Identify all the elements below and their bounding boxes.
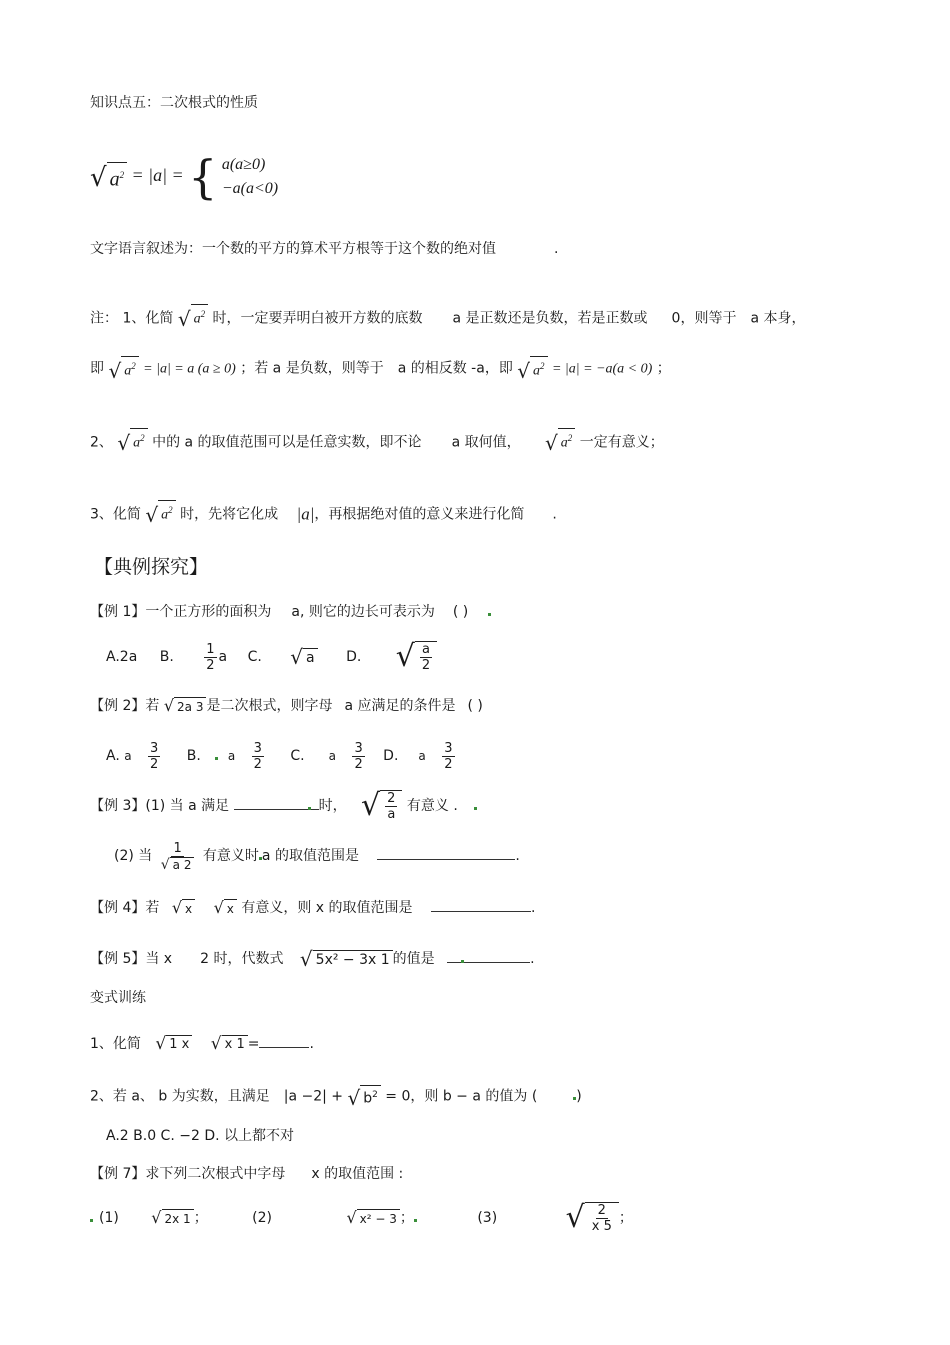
- example-1-options: A.2a B. $\frac{1}{2}$ a C. √ a D. √ $\frac{a}{2}$: [106, 640, 437, 674]
- example-7: 【例 7】求下列二次根式中字母 x 的取值范围 :: [90, 1166, 404, 1182]
- answer-blank[interactable]: [259, 1033, 309, 1048]
- brace-icon: {: [188, 150, 218, 204]
- example-2: 【例 2】若 √ 2a 3 是二次根式，则字母 a 应满足的条件是 ( ): [90, 696, 483, 715]
- answer-blank[interactable]: [377, 845, 515, 860]
- property-formula: √ $a^2$ = |a| = { a(a≥0) −a(a<0): [90, 150, 279, 204]
- marker-dot: [488, 613, 491, 616]
- variant-2: 2、若 a、 b 为实数，且满足 |a −2| + √ $b^2$ = 0，则 b − a 的值为 ( ): [90, 1085, 582, 1110]
- section-title: 【典例探究】: [94, 556, 209, 578]
- example-7-items: (1) √ 2x 1 ； (2) √ x² − 3 ； (3) √ $\frac{2}{x 5}$ ；: [90, 1200, 633, 1236]
- verbal-description: 文字语言叙述为：一个数的平方的算术平方根等于这个数的绝对值 .: [90, 241, 559, 257]
- answer-blank[interactable]: [234, 795, 308, 810]
- variant-training-title: 变式训练: [90, 990, 146, 1006]
- example-3-part-1: 【例 3】(1) 当 a 满足 时， √ $\frac{2}{a}$ 有意义 .: [90, 788, 477, 824]
- answer-blank[interactable]: [431, 897, 531, 912]
- sqrt-a-squared: √ $a^2$: [90, 162, 127, 192]
- note-1-line-2: 即 √ $a^2$ = |a| = a (a ≥ 0) ；若 a 是负数，则等于 a 的相反数 -a，即 √ $a^2$ = |a| = −a(a < 0) ；: [90, 356, 671, 381]
- example-3-part-2: (2) 当 1 √ a 2 有意义时 a 的取值范围是 .: [114, 840, 520, 873]
- note-1-line-1: 注： 1、化简 √ $a^2$ 时，一定要弄明白被开方数的底数 a 是正数还是负数，若是正数或 0，则等于 a 本身，: [90, 304, 806, 329]
- example-2-options: A. a $\frac{3}{2}$ B. a $\frac{3}{2}$ C. a $\frac{3}{2}$ D. a $\frac{3}{2}$: [106, 740, 453, 772]
- example-1: 【例 1】一个正方形的面积为 a, 则它的边长可表示为 ( ): [90, 602, 491, 622]
- example-5: 【例 5】当 x 2 时，代数式 √ 5x² − 3x 1 的值是 .: [90, 947, 535, 971]
- variant-2-options: A.2 B.0 C. −2 D. 以上都不对: [106, 1128, 294, 1144]
- section-heading: 知识点五：二次根式的性质: [90, 95, 258, 111]
- answer-blank[interactable]: [447, 948, 461, 963]
- note-3: 3、化简 √ $a^2$ 时，先将它化成 |a|，再根据绝对值的意义来进行化简 .: [90, 500, 557, 525]
- note-2: 2、 √ $a^2$ 中的 a 的取值范围可以是任意实数，即不论 a 取何值， √ $a^2$ 一定有意义；: [90, 428, 664, 453]
- example-4: 【例 4】若 √ x √ x 有意义，则 x 的取值范围是 .: [90, 898, 536, 917]
- variant-1: 1、化简 √ 1 x √ x 1 = .: [90, 1034, 314, 1054]
